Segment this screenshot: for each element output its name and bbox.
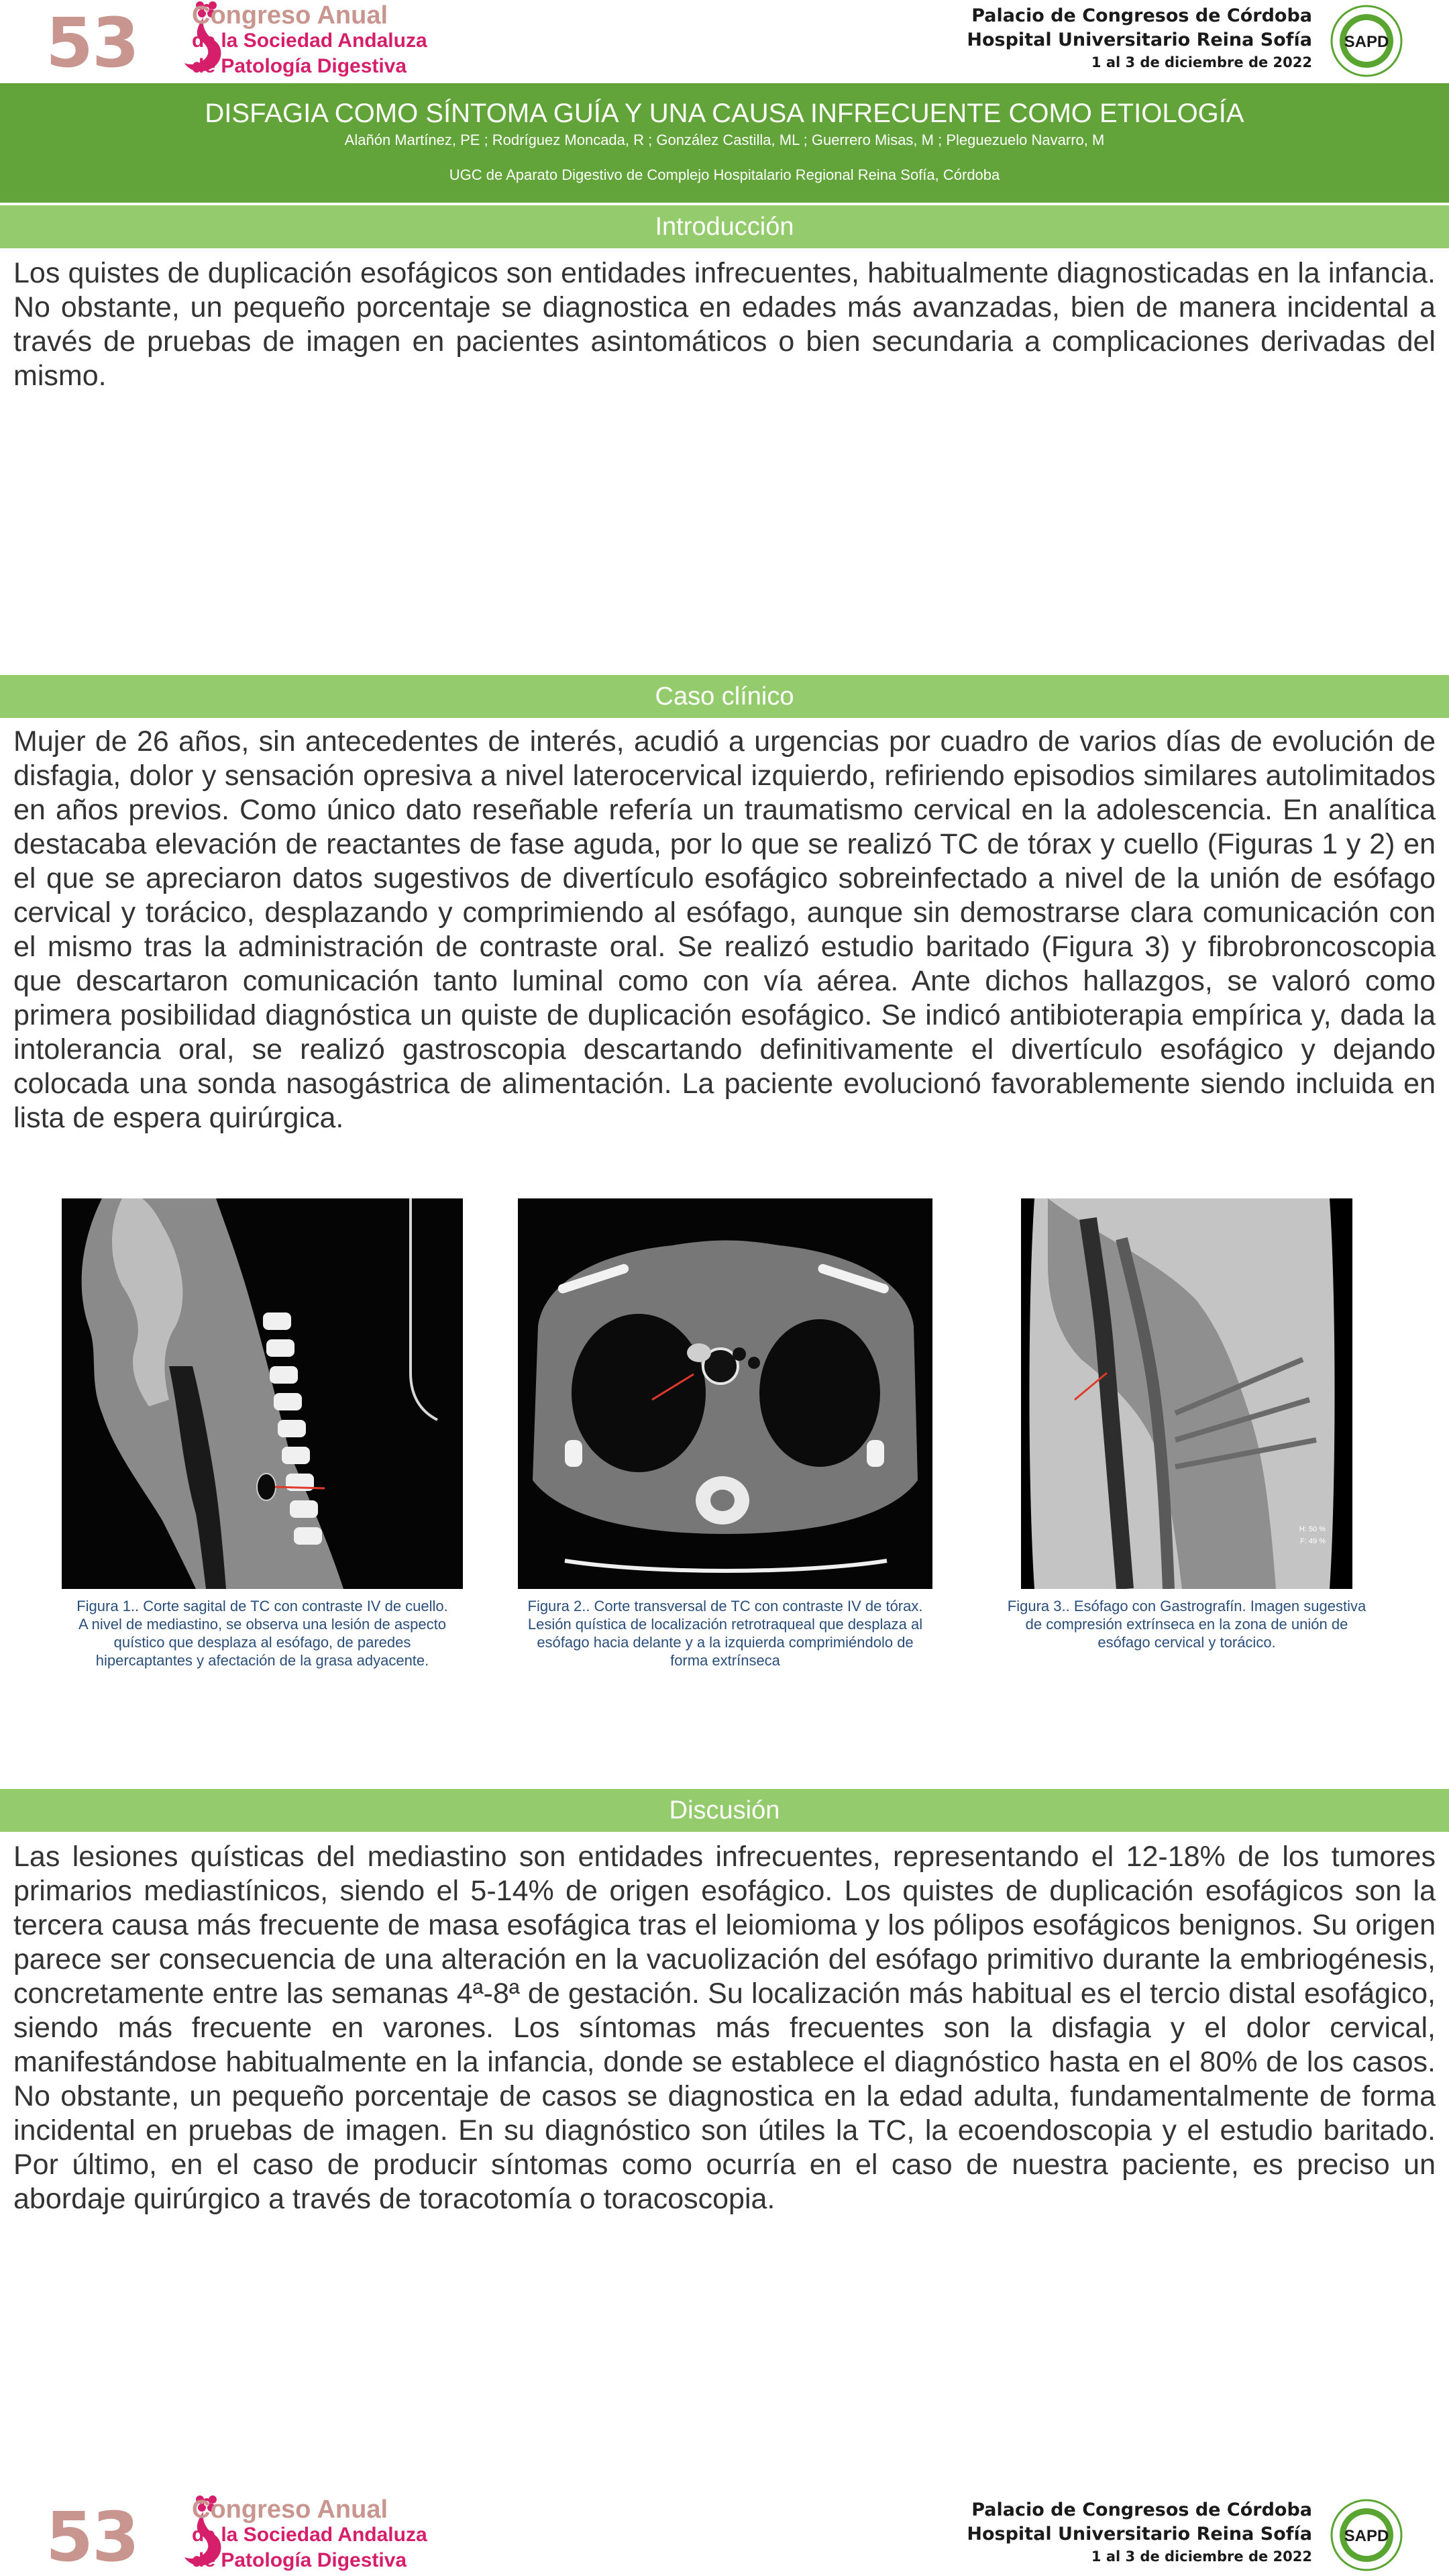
introduccion-text: Los quistes de duplicación esofágicos son entidades infrecuentes, habitualmente diagnosticadas en la infancia. No obstante, un pequeño porcentaje se diagnostica en edades más avanzadas, bien de manera incidental a través de pruebas de imagen en pacientes asintomáticos o bien secundaria a complicaciones derivadas del mismo.: [13, 257, 1436, 392]
venue-info: [967, 4, 1312, 72]
figure-2-caption: Figura 2.. Corte transversal de TC con contraste IV de tórax. Lesión quística de localización retrotraqueal que desplaza al esófago hacia delante y a la izquierda comprimiéndolo de forma extrínseca: [527, 1598, 923, 1669]
footer-hospital-name: Hospital Universitario Reina Sofía: [967, 2524, 1312, 2544]
affiliation: UGC de Aparato Digestivo de Complejo Hospitalario Regional Reina Sofía, Córdoba: [449, 166, 1000, 183]
title-band: [0, 83, 1449, 203]
logo-line-1: Congreso Anual: [192, 1, 388, 30]
footer-sapd-seal-icon: [1330, 2498, 1403, 2572]
venue-name: Palacio de Congresos de Córdoba: [971, 5, 1312, 26]
footer-sapd-text: SAPD: [1344, 2527, 1389, 2545]
poster-title: DISFAGIA COMO SÍNTOMA GUÍA Y UNA CAUSA INFRECUENTE COMO ETIOLOGÍA: [205, 99, 1244, 128]
logo-line-3: de Patología Digestiva: [192, 55, 407, 77]
sapd-text: SAPD: [1344, 33, 1389, 51]
congress-logo: [46, 0, 448, 82]
hospital-name: Hospital Universitario Reina Sofía: [967, 30, 1312, 50]
footer-congress-dates: 1 al 3 de diciembre de 2022: [1091, 2548, 1312, 2565]
sapd-seal-icon: [1330, 4, 1403, 78]
section-heading-discusion: Discusión: [0, 1789, 1449, 1832]
footer-logo-line-1: Congreso Anual: [192, 2495, 388, 2524]
footer-logo-line-2: de la Sociedad Andaluza: [192, 2524, 427, 2546]
footer-congress-logo: [46, 2494, 448, 2576]
congress-dates: 1 al 3 de diciembre de 2022: [1091, 54, 1312, 70]
footer-venue-name: Palacio de Congresos de Córdoba: [971, 2500, 1312, 2520]
caso-clinico-text: Mujer de 26 años, sin antecedentes de interés, acudió a urgencias por cuadro de varios días de evolución de disfagia, dolor y sensación opresiva a nivel laterocervical izquierdo, refiriendo episodios similares autolimitados en años previos. Como único dato reseñable refería un traumatismo cervical en la adolescencia. En analítica destacaba elevación de reactantes de fase aguda, por lo que se realizó TC de tórax y cuello (Figuras 1 y 2) en el que se apreciaron datos sugestivos de divertículo esofágico sobreinfectado a nivel de la unión de esófago cervical y torácico, desplazando y comprimiendo al esófago, aunque sin demostrarse clara comunicación con el mismo tras la administración de contraste oral. Se realizó estudio baritado (Figura 3) y fibrobroncoscopia que descartaron comunicación tanto luminal como con vía aérea. Ante dichos hallazgos, se valoró como primera posibilidad diagnóstica un quiste de duplicación esofágico. Se indicó antibioterapia empírica y, dada la intolerancia oral, se realizó gastroscopia descartando definitivamente el divertículo esofágico y dejando colocada una sonda nasogástrica de alimentación. La paciente evolucionó favorablemente siendo incluida en lista de espera quirúrgica.: [13, 725, 1436, 1134]
footer-venue-info: [967, 2498, 1312, 2567]
figure-3-image: [1021, 1198, 1352, 1589]
page-header: [0, 0, 1449, 82]
section-heading-introduccion: Introducción: [0, 205, 1449, 248]
logo-number: 53: [46, 3, 138, 83]
figure-3-caption: Figura 3.. Esófago con Gastrografín. Imagen sugestiva de compresión extrínseca en la zona de unión de esófago cervical y torácico.: [1007, 1598, 1366, 1651]
discusion-text: Las lesiones quísticas del mediastino son entidades infrecuentes, representando el 12-18% de los tumores primarios mediastínicos, siendo el 5-14% de origen esofágico. Los quistes de duplicación esofágicos son la tercera causa más frecuente de masa esofágica tras el leiomioma y los pólipos esofágicos benignos. Su origen parece ser consecuencia de una alteración en la vacuolización del esófago primitivo durante la embriogénesis, concretamente entre las semanas 4ª-8ª de gestación. Su localización más habitual es el tercio distal esofágico, siendo más frecuente en varones. Los síntomas más frecuentes son la disfagia y el dolor cervical, manifestándose habitualmente en la infancia, donde se establece el diagnóstico hasta en el 80% de los casos. No obstante, un pequeño porcentaje de casos se diagnostica en la edad adulta, fundamentalmente de forma incidental en pruebas de imagen. En su diagnóstico son útiles la TC, la ecoendoscopia y el estudio baritado. Por último, en el caso de producir síntomas como ocurría en el caso de nuestra paciente, es preciso un abordaje quirúrgico a través de toracotomía o toracoscopia.: [13, 1841, 1436, 2215]
page-footer: [0, 2494, 1449, 2576]
footer-logo-number: 53: [46, 2497, 138, 2576]
transverse-ct-image: [518, 1198, 932, 1589]
sagittal-ct-image: [62, 1198, 463, 1589]
authors: Alañón Martínez, PE ; Rodríguez Moncada, R ; González Castilla, ML ; Guerrero Misas, M ; Pleguezuelo Navarro, M: [344, 132, 1105, 148]
overlay-f-value: F: 49 %: [1300, 1537, 1326, 1545]
figure-1-caption: Figura 1.. Corte sagital de TC con contraste IV de cuello. A nivel de mediastino, se observa una lesión de aspecto quístico que desplaza al esófago, de paredes hipercaptantes y afectación de la grasa adyacente.: [76, 1598, 448, 1669]
overlay-h-value: H: 50 %: [1299, 1525, 1326, 1533]
gastrografin-xray-image: [1021, 1198, 1352, 1589]
figure-1-image: [62, 1198, 463, 1589]
logo-line-2: de la Sociedad Andaluza: [192, 30, 427, 52]
footer-logo-line-3: de Patología Digestiva: [192, 2549, 407, 2571]
section-heading-caso-clinico: Caso clínico: [0, 675, 1449, 718]
figure-2-image: [518, 1198, 932, 1589]
